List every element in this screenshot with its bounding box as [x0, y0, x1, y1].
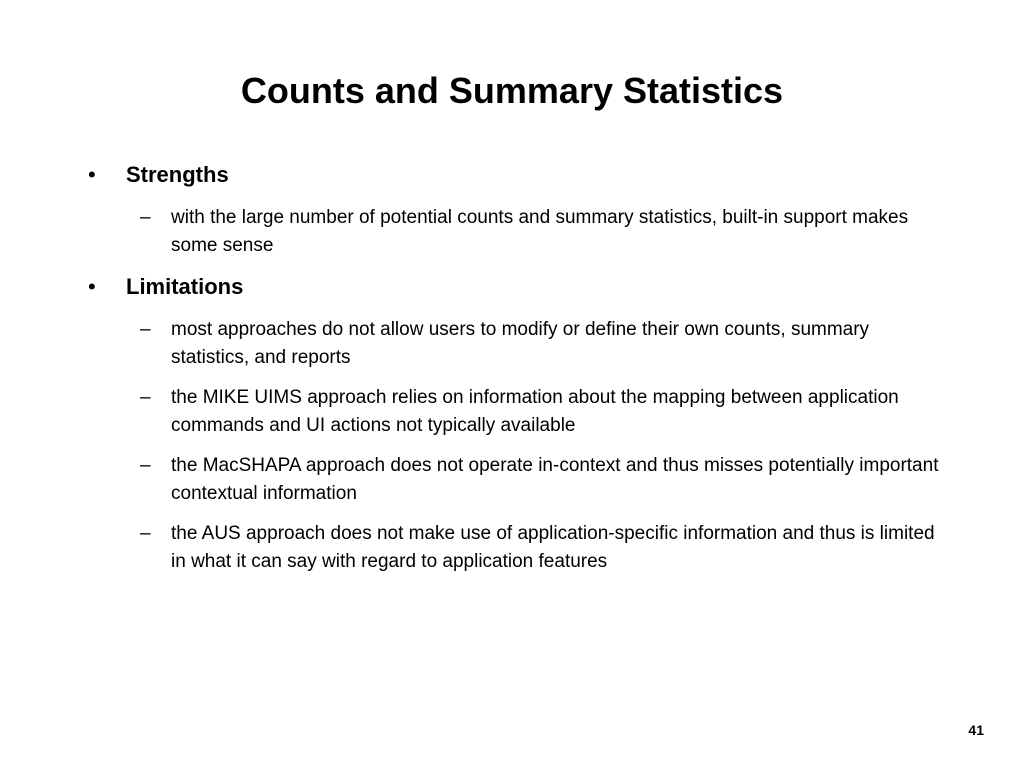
section-strengths: [0, 160, 1024, 260]
slide-content: [0, 160, 1024, 588]
page-number: 41: [968, 722, 984, 738]
dash-icon: –: [140, 523, 151, 544]
list-item: [0, 204, 1024, 260]
dash-icon: –: [140, 319, 151, 340]
list-item: [0, 316, 1024, 372]
section-limitations: [0, 272, 1024, 576]
bullet-limitations: [0, 272, 1024, 302]
dash-icon: –: [140, 387, 151, 408]
section-heading: Strengths: [126, 162, 229, 187]
list-item-text: most approaches do not allow users to modify or define their own counts, summary statistics, and reports: [171, 319, 870, 368]
slide-title: Counts and Summary Statistics: [240, 70, 784, 111]
sub-list: [0, 316, 1024, 576]
sub-list: [0, 204, 1024, 260]
bullet-strengths: [0, 160, 1024, 190]
bullet-dot-icon: •: [88, 274, 96, 299]
list-item: [0, 520, 1024, 576]
list-item-text: the AUS approach does not make use of application-specific information and thus is limited in what it can say with regard to application features: [171, 523, 935, 572]
section-heading: Limitations: [126, 274, 244, 299]
list-item-text: with the large number of potential counts and summary statistics, built-in support makes some sense: [171, 207, 909, 256]
list-item-text: the MIKE UIMS approach relies on information about the mapping between application commands and UI actions not typically available: [171, 387, 899, 436]
dash-icon: –: [140, 455, 151, 476]
dash-icon: –: [140, 207, 151, 228]
list-item: [0, 384, 1024, 440]
list-item: [0, 452, 1024, 508]
bullet-dot-icon: •: [88, 162, 96, 187]
list-item-text: the MacSHAPA approach does not operate in-context and thus misses potentially important contextual information: [171, 455, 939, 504]
